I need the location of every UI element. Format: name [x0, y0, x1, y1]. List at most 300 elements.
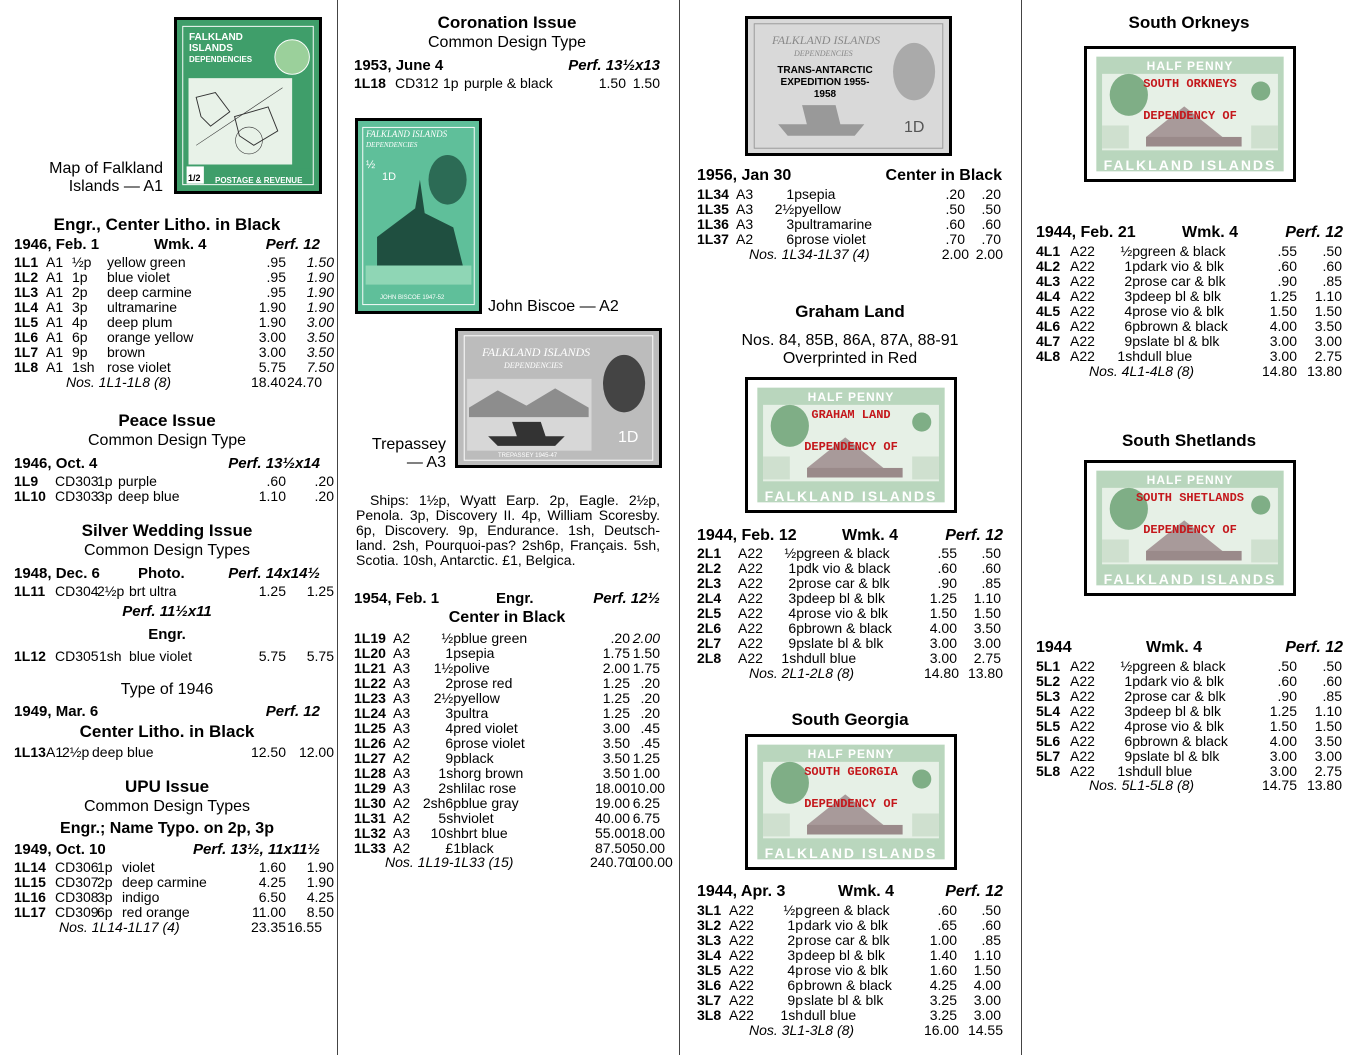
- stamp-a2-fraction: ½: [366, 159, 376, 171]
- south-georgia-title: South Georgia: [791, 710, 909, 729]
- denomination: 6p: [787, 977, 803, 993]
- overprint-stamp-image: [1084, 460, 1296, 596]
- design-type: CD303: [55, 473, 99, 489]
- color: deep carmine: [122, 874, 207, 890]
- used-value: 1.90: [306, 284, 334, 300]
- total-used: 100.00: [630, 854, 673, 870]
- table-row: [697, 918, 1017, 933]
- catalog-number: 1L35: [697, 201, 729, 217]
- color: brown & black: [804, 977, 892, 993]
- denomination: 6p: [445, 735, 461, 751]
- graham-land-sub: Nos. 84, 85B, 86A, 87A, 88-91: [741, 332, 959, 349]
- used-value: 3.00: [973, 635, 1001, 651]
- design-type: A22: [1070, 243, 1095, 259]
- table-row: [1036, 319, 1356, 334]
- catalog-number: 2L3: [697, 575, 722, 591]
- catalog-number: 2L7: [697, 635, 722, 651]
- table-row: [354, 751, 674, 766]
- color: brt blue: [461, 825, 508, 841]
- used-value: 1.90: [306, 859, 334, 875]
- color: rose car & blk: [804, 575, 890, 591]
- design-type: A22: [738, 605, 763, 621]
- stamp-bottom-text: FALKLAND ISLANDS: [764, 488, 938, 504]
- unused-value: 1.60: [258, 859, 286, 875]
- used-value: .20: [640, 690, 660, 706]
- unused-value: 1.40: [929, 947, 957, 963]
- design-type: CD303: [55, 488, 99, 504]
- design-type: A1: [46, 314, 64, 330]
- design-type: A22: [729, 992, 754, 1008]
- table-row: [14, 649, 334, 664]
- catalog-number: 1L21: [354, 660, 386, 676]
- denomination: 1p: [788, 560, 804, 576]
- total-row-line: [697, 666, 1017, 681]
- catalog-number: 1L32: [354, 825, 386, 841]
- catalog-number: 1L14: [14, 859, 46, 875]
- denomination: 1½p: [433, 660, 461, 676]
- color: dk vio & black: [804, 560, 891, 576]
- used-value: 1.10: [1314, 703, 1342, 719]
- design-type: A3: [393, 690, 411, 706]
- denomination: 1sh: [99, 648, 122, 664]
- used-value: .60: [981, 917, 1001, 933]
- design-type: A22: [1070, 303, 1095, 319]
- design-type: A22: [1070, 273, 1095, 289]
- denomination: ½p: [783, 902, 803, 918]
- design-type: CD309: [55, 904, 99, 920]
- color: deep bl & blk: [804, 590, 885, 606]
- stamp-a1-map-image: [174, 17, 322, 194]
- used-value: .85: [1322, 688, 1342, 704]
- total-label: Nos. 3L1-3L8 (8): [749, 1022, 855, 1038]
- stamp-a3-trepassey-image: [455, 328, 662, 468]
- catalog-number: 4L5: [1036, 303, 1061, 319]
- unused-value: 5.75: [258, 648, 286, 664]
- silver-wedding-title: Silver Wedding Issue: [81, 521, 253, 540]
- color: dark vio & blk: [1140, 258, 1225, 274]
- denomination: 1sh: [781, 650, 804, 666]
- color: purple: [118, 473, 157, 489]
- stamp-top-text: HALF PENNY: [1146, 59, 1234, 73]
- total-used: 13.80: [1306, 363, 1342, 379]
- stamp-trans-dep: DEPENDENCIES: [794, 49, 853, 58]
- color: rose violet: [802, 231, 866, 247]
- denomination: 9p: [1124, 748, 1140, 764]
- overprint-line-1: SOUTH ORKNEYS: [1143, 77, 1237, 91]
- used-value: 6.75: [632, 810, 660, 826]
- used-value: 10.00: [630, 780, 666, 796]
- denomination: 1sh: [1117, 763, 1140, 779]
- table-row: [697, 651, 1017, 666]
- unused-value: .95: [266, 269, 286, 285]
- catalog-number: 4L2: [1036, 258, 1061, 274]
- design-type: A1: [46, 359, 64, 375]
- catalog-number: 4L7: [1036, 333, 1061, 349]
- denomination: 9p: [787, 992, 803, 1008]
- unused-value: 40.00: [594, 810, 630, 826]
- stamp-trans-name: FALKLAND ISLANDS: [772, 33, 881, 47]
- unused-value: 3.00: [1269, 748, 1297, 764]
- used-value: 1.50: [1314, 303, 1342, 319]
- catalog-number: 5L1: [1036, 658, 1061, 674]
- design-type: A22: [729, 902, 754, 918]
- unused-value: .95: [266, 284, 286, 300]
- used-value: .45: [640, 735, 660, 751]
- issue-date: 1949, Mar. 6: [14, 703, 99, 720]
- graham-land-title: Graham Land: [795, 302, 905, 321]
- total-used: 13.80: [967, 665, 1003, 681]
- unused-value: 6.50: [258, 889, 286, 905]
- color: green & black: [804, 545, 890, 561]
- table-row: [697, 591, 1017, 606]
- table-row: [14, 489, 334, 504]
- used-value: 1.10: [1314, 288, 1342, 304]
- color: blue gray: [461, 795, 519, 811]
- catalog-number: 5L6: [1036, 733, 1061, 749]
- total-used: 24.70: [286, 374, 322, 390]
- color: orange yellow: [107, 329, 194, 345]
- issue-date: 1946, Feb. 1: [14, 236, 100, 253]
- table-row: [14, 300, 334, 315]
- denomination: ½p: [1120, 658, 1140, 674]
- denomination: 4p: [72, 314, 88, 330]
- catalog-number: 2L1: [697, 545, 722, 561]
- color: brown: [107, 344, 146, 360]
- unused-value: 1.00: [929, 932, 957, 948]
- catalog-number: 1L11: [14, 583, 46, 599]
- catalog-number: 1L7: [14, 344, 39, 360]
- color: rose violet: [107, 359, 171, 375]
- perforation: Perf. 12: [1285, 224, 1343, 241]
- stamp-a2-dep: DEPENDENCIES: [366, 141, 418, 149]
- unused-value: 19.00: [594, 795, 630, 811]
- unused-value: .55: [1277, 243, 1297, 259]
- used-value: 4.25: [306, 889, 334, 905]
- color: black: [461, 750, 494, 766]
- table-row: [354, 796, 674, 811]
- used-value: 1.00: [632, 765, 660, 781]
- denomination: 2sh6p: [422, 795, 461, 811]
- used-value: 3.00: [973, 992, 1001, 1008]
- unused-value: 1.10: [258, 488, 286, 504]
- table-row: [354, 721, 674, 736]
- unused-value: 1.25: [929, 590, 957, 606]
- table-row: [14, 875, 334, 890]
- design-type: A1: [46, 254, 64, 270]
- table-row: [697, 636, 1017, 651]
- design-type: A1: [46, 269, 64, 285]
- design-type: A2: [393, 840, 411, 856]
- color: red violet: [461, 720, 518, 736]
- denomination: 2p: [1124, 273, 1140, 289]
- color: brown & black: [804, 620, 892, 636]
- design-type: A3: [393, 660, 411, 676]
- printing-method: Photo.: [138, 565, 185, 582]
- printing-method: Engr.: [148, 626, 186, 643]
- color: rose vio & blk: [1140, 718, 1225, 734]
- used-value: 3.50: [1314, 733, 1342, 749]
- unused-value: 1.25: [1269, 703, 1297, 719]
- issue-date: 1949, Oct. 10: [14, 841, 106, 858]
- issue-date: 1944, Feb. 21: [1036, 224, 1136, 241]
- overprint-line-1: SOUTH GEORGIA: [804, 765, 898, 779]
- catalog-number: 4L6: [1036, 318, 1061, 334]
- catalog-number: 4L4: [1036, 288, 1061, 304]
- color: deep bl & blk: [1140, 703, 1221, 719]
- unused-value: 3.00: [258, 344, 286, 360]
- total-unused: 14.80: [1261, 363, 1297, 379]
- table-row: [14, 474, 334, 489]
- denomination: 1sh: [72, 359, 95, 375]
- peace-issue-title: Peace Issue: [118, 411, 216, 430]
- catalog-number: 1L19: [354, 630, 386, 646]
- catalog-number: 4L3: [1036, 273, 1061, 289]
- overprint-line-1: GRAHAM LAND: [811, 408, 891, 422]
- printing-method: Engr.: [496, 590, 534, 607]
- denomination: 3p: [97, 488, 113, 504]
- issue-date: 1956, Jan 30: [697, 167, 792, 184]
- design-type: A22: [729, 947, 754, 963]
- catalog-number: 4L1: [1036, 243, 1061, 259]
- table-row: [697, 576, 1017, 591]
- catalog-number: 1L24: [354, 705, 386, 721]
- color: dark vio & blk: [804, 917, 889, 933]
- denomination: 1sh: [1117, 348, 1140, 364]
- table-row: [697, 948, 1017, 963]
- watermark: Wmk. 4: [1182, 224, 1239, 241]
- catalog-number: 5L2: [1036, 673, 1061, 689]
- denomination: 2p: [787, 932, 803, 948]
- table-row: [1036, 674, 1356, 689]
- catalog-number: 1L8: [14, 359, 39, 375]
- perforation: Perf. 12: [265, 703, 320, 720]
- unused-value: 3.50: [602, 765, 630, 781]
- unused-value: 4.25: [929, 977, 957, 993]
- total-unused: 23.35: [250, 919, 286, 935]
- denomination: 6p: [1124, 733, 1140, 749]
- overprint-line: EXPEDITION 1955-1958: [780, 77, 870, 100]
- catalog-number: 2L2: [697, 560, 722, 576]
- perforation: Perf. 12: [945, 883, 1003, 900]
- color: rose violet: [461, 735, 525, 751]
- color: slate bl & blk: [1140, 748, 1220, 764]
- color: yellow: [802, 201, 841, 217]
- unused-value: .60: [937, 560, 957, 576]
- issue-date: 1944, Feb. 12: [697, 527, 797, 544]
- used-value: .60: [1322, 673, 1342, 689]
- design-type: A22: [1070, 673, 1095, 689]
- unused-value: 1.25: [602, 675, 630, 691]
- used-value: 3.50: [1314, 318, 1342, 334]
- stamp-top-text: HALF PENNY: [807, 747, 895, 761]
- used-value: .20: [314, 488, 334, 504]
- stamp-text: ISLANDS: [189, 43, 233, 54]
- catalog-number: 3L7: [697, 992, 722, 1008]
- stamp-a2-name: FALKLAND ISLANDS: [366, 129, 448, 139]
- table-row: [1036, 304, 1356, 319]
- unused-value: 4.00: [1269, 733, 1297, 749]
- unused-value: 4.25: [258, 874, 286, 890]
- design-type: A22: [1070, 258, 1095, 274]
- catalog-number: 3L4: [697, 947, 722, 963]
- catalog-number: 1L4: [14, 299, 39, 315]
- design-type: A22: [1070, 333, 1095, 349]
- total-row-line: [14, 920, 334, 935]
- design-type: A22: [738, 560, 763, 576]
- design-type: CD308: [55, 889, 99, 905]
- denomination: 1p: [97, 473, 113, 489]
- used-value: 1.50: [1314, 718, 1342, 734]
- table-row: [697, 933, 1017, 948]
- denomination: 2p: [72, 284, 88, 300]
- denomination: 6p: [72, 329, 88, 345]
- color: blue violet: [129, 648, 193, 664]
- used-value: .50: [981, 902, 1001, 918]
- peace-issue-subtitle: Common Design Type: [88, 432, 246, 449]
- catalog-number: 1L15: [14, 874, 46, 890]
- color: violet: [122, 859, 155, 875]
- used-value: .20: [640, 705, 660, 721]
- denomination: 3p: [97, 889, 113, 905]
- color: dull blue: [804, 1007, 857, 1023]
- unused-value: 1.75: [602, 645, 630, 661]
- stamp-text: FALKLAND: [189, 32, 243, 43]
- used-value: 3.00: [1314, 333, 1342, 349]
- unused-value: .60: [1277, 673, 1297, 689]
- stamp-a2-john-biscoe-image: [355, 118, 482, 314]
- table-row: [1036, 334, 1356, 349]
- color: ultramarine: [802, 216, 873, 232]
- denomination: 2p: [97, 874, 113, 890]
- denomination: 4p: [788, 605, 804, 621]
- perforation: Perf. 11½x11: [122, 603, 212, 620]
- design-type: A22: [1070, 318, 1095, 334]
- color: blue violet: [107, 269, 171, 285]
- used-value: 2.75: [973, 650, 1001, 666]
- color: brown & black: [1140, 318, 1228, 334]
- denomination: ½p: [72, 254, 92, 270]
- denomination: 2½p: [433, 690, 461, 706]
- caption-a3: [360, 436, 446, 472]
- used-value: 1.50: [632, 645, 660, 661]
- color: rose car & blk: [1140, 688, 1226, 704]
- catalog-number: 2L4: [697, 590, 722, 606]
- catalog-number: 1L12: [14, 648, 46, 664]
- coronation-subtitle: Common Design Type: [428, 34, 586, 51]
- color: deep blue: [118, 488, 180, 504]
- section-heading: Engr., Center Litho. in Black: [53, 215, 281, 234]
- catalog-number: 5L3: [1036, 688, 1061, 704]
- color: green & black: [1140, 243, 1226, 259]
- color: dark vio & blk: [1140, 673, 1225, 689]
- coronation-title: Coronation Issue: [437, 13, 577, 32]
- table-row: [14, 285, 334, 300]
- design-type: A2: [393, 810, 411, 826]
- design-type: A1: [46, 329, 64, 345]
- table-row: [697, 621, 1017, 636]
- unused-value: .90: [1277, 688, 1297, 704]
- table-row: [1036, 289, 1356, 304]
- total-unused: 18.40: [250, 374, 286, 390]
- table-row: [354, 691, 674, 706]
- design-type: CD305: [55, 648, 99, 664]
- table-row: [14, 345, 334, 360]
- column-divider: [1021, 0, 1022, 1055]
- unused-value: 1.50: [1269, 303, 1297, 319]
- design-type: CD312: [395, 75, 439, 91]
- used-value: 18.00: [630, 825, 666, 841]
- catalog-number: 3L8: [697, 1007, 722, 1023]
- stamp-a3-name: FALKLAND ISLANDS: [482, 345, 591, 359]
- denomination: 1p: [1124, 673, 1140, 689]
- color: brown & black: [1140, 733, 1228, 749]
- catalog-number: 1L9: [14, 473, 39, 489]
- used-value: 3.00: [1314, 748, 1342, 764]
- stamp-bottom-text: FALKLAND ISLANDS: [1103, 571, 1277, 587]
- issue-date: 1944: [1036, 639, 1072, 656]
- unused-value: 3.00: [1269, 763, 1297, 779]
- denomination: £1: [445, 840, 461, 856]
- table-row: [14, 860, 334, 875]
- table-row: [697, 546, 1017, 561]
- total-used: 2.00: [975, 246, 1003, 262]
- used-value: .45: [640, 720, 660, 736]
- denomination: 6p: [788, 620, 804, 636]
- denomination: 3p: [788, 590, 804, 606]
- table-row: [1036, 734, 1356, 749]
- upu-issue-title: UPU Issue: [124, 777, 210, 796]
- catalog-number: 1L10: [14, 488, 46, 504]
- table-row: [697, 903, 1017, 918]
- used-value: 12.00: [298, 744, 334, 760]
- design-type: A22: [1070, 288, 1095, 304]
- design-type: A3: [393, 675, 411, 691]
- catalog-number: 1L29: [354, 780, 386, 796]
- south-orkneys-title: South Orkneys: [1128, 13, 1250, 32]
- denomination: 3p: [786, 216, 802, 232]
- design-type: A3: [736, 186, 754, 202]
- used-value: 3.00: [306, 314, 334, 330]
- table-row: [1036, 749, 1356, 764]
- catalog-number: 1L3: [14, 284, 39, 300]
- color: deep bl & blk: [804, 947, 885, 963]
- caption-line: Trepassey: [371, 436, 446, 453]
- used-value: 1.50: [973, 605, 1001, 621]
- table-row: [354, 811, 674, 826]
- catalog-number: 3L2: [697, 917, 722, 933]
- catalog-number: 2L6: [697, 620, 722, 636]
- design-type: A22: [1070, 688, 1095, 704]
- denomination: 1sh: [780, 1007, 803, 1023]
- issue-date: 1948, Dec. 6: [14, 565, 100, 582]
- denomination: 6p: [786, 231, 802, 247]
- color: rose vio & blk: [804, 605, 889, 621]
- stamp-a2-ship: JOHN BISCOE 1947-52: [380, 295, 445, 301]
- unused-value: 1.50: [598, 75, 626, 91]
- color: purple & black: [464, 75, 553, 91]
- unused-value: 3.50: [602, 735, 630, 751]
- catalog-number: 1L33: [354, 840, 386, 856]
- unused-value: .90: [1277, 273, 1297, 289]
- catalog-number: 1L28: [354, 765, 386, 781]
- denomination: 3p: [72, 299, 88, 315]
- stamp-trans-value: 1D: [904, 119, 925, 136]
- overprint-line-2: DEPENDENCY OF: [804, 440, 898, 454]
- design-type: A22: [738, 650, 763, 666]
- used-value: 1.75: [632, 660, 660, 676]
- denomination: 5sh: [438, 810, 461, 826]
- unused-value: 3.25: [929, 992, 957, 1008]
